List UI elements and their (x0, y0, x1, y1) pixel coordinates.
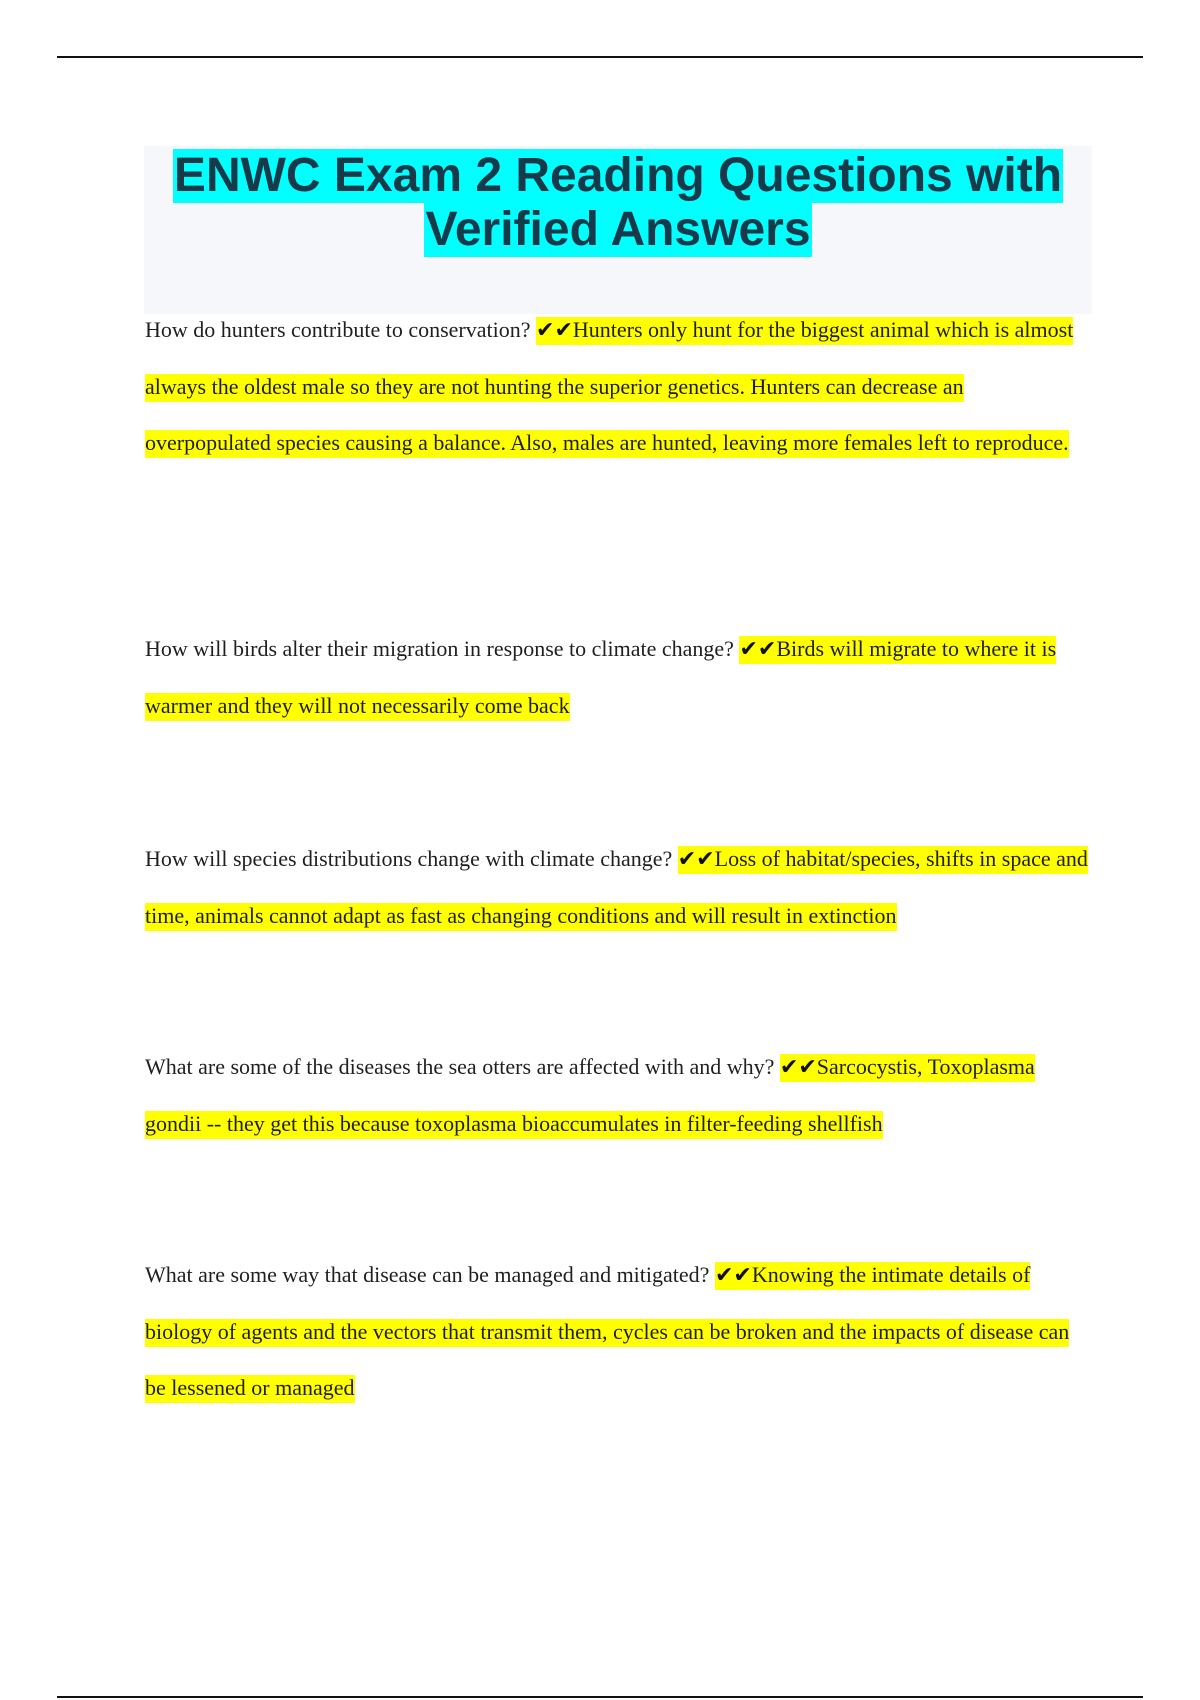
answer-text: Hunters only hunt for the biggest animal which is almost always the oldest male so they are not hunting the superior genetics. Hunters can decrease an overpopulated species causing a balance. Also, males are hunted, leaving more females left to reproduce. (145, 317, 1074, 455)
check-icon: ✔✔ (739, 637, 777, 662)
answer-text: Birds will migrate to where it is warmer and they will not necessarily come back (145, 636, 1057, 718)
answer-text: Knowing the intimate details of biology of agents and the vectors that transmit them, cycles can be broken and the impacts of disease can be lessened or managed (145, 1262, 1070, 1400)
answer-text: Sarcocystis, Toxoplasma gondii -- they get this because toxoplasma bioaccumulates in filter-feeding shellfish (145, 1054, 1035, 1136)
check-icon: ✔✔ (536, 318, 573, 343)
document-title-line-2: Verified Answers (425, 203, 811, 256)
question-text: How will species distributions change with climate change? (145, 846, 673, 871)
qa-item (145, 621, 1090, 734)
title-block (144, 146, 1092, 314)
qa-item (145, 1247, 1090, 1416)
document-title-line-1: ENWC Exam 2 Reading Questions with (173, 149, 1063, 202)
qa-item (145, 302, 1090, 471)
question-text: What are some way that disease can be managed and mitigated? (145, 1262, 710, 1287)
question-text: How do hunters contribute to conservation? (145, 317, 531, 342)
bottom-rule (57, 1696, 1143, 1698)
check-icon: ✔✔ (714, 1263, 752, 1288)
qa-item (145, 1039, 1090, 1152)
top-rule (57, 56, 1143, 58)
check-icon: ✔✔ (779, 1055, 817, 1080)
question-text: How will birds alter their migration in response to climate change? (145, 636, 734, 661)
qa-item (145, 831, 1090, 944)
question-text: What are some of the diseases the sea otters are affected with and why? (145, 1054, 775, 1079)
check-icon: ✔✔ (677, 847, 715, 872)
answer-text: Loss of habitat/species, shifts in space and time, animals cannot adapt as fast as changing conditions and will result in extinction (145, 846, 1088, 928)
